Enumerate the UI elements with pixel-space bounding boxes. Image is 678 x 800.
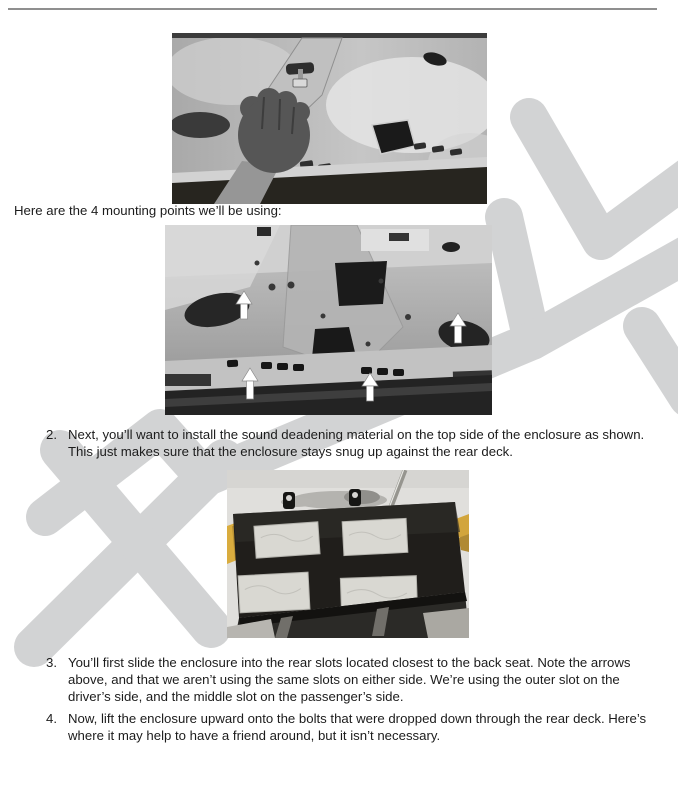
watermark-corner-band <box>642 326 678 398</box>
photo-enclosure-sound-deadening <box>227 470 469 638</box>
photo-rear-deck-mounting-points <box>165 225 492 415</box>
step-text: Now, lift the enclosure upward onto the bolts that were dropped down through the rear deck. Here’s where it may help to have a friend around, but it isn’t necessary. <box>68 711 647 743</box>
watermark-inner-chevron <box>529 117 678 241</box>
intro-line: Here are the 4 mounting points we’ll be using: <box>14 203 282 218</box>
step-item-4 <box>0 710 678 750</box>
step-number: 3. <box>46 655 57 670</box>
step-number: 2. <box>46 427 57 442</box>
step-text: You’ll first slide the enclosure into the rear slots located closest to the back seat. Note the arrows above, and that we aren’t using the same slots on either side. We’re using the outer slot on the driver’s side, and the middle slot on the passenger’s side. <box>68 655 631 704</box>
photo-hand-bolt-rear-deck <box>172 33 487 204</box>
top-rule <box>8 8 657 10</box>
bolt-icon <box>298 69 303 80</box>
step-item-2 <box>0 426 678 466</box>
step-number: 4. <box>46 711 57 726</box>
step-text: Next, you’ll want to install the sound deadening material on the top side of the enclosure as shown. This just makes sure that the enclosure stays snug up against the rear deck. <box>68 427 645 459</box>
step-item-3 <box>0 654 678 710</box>
